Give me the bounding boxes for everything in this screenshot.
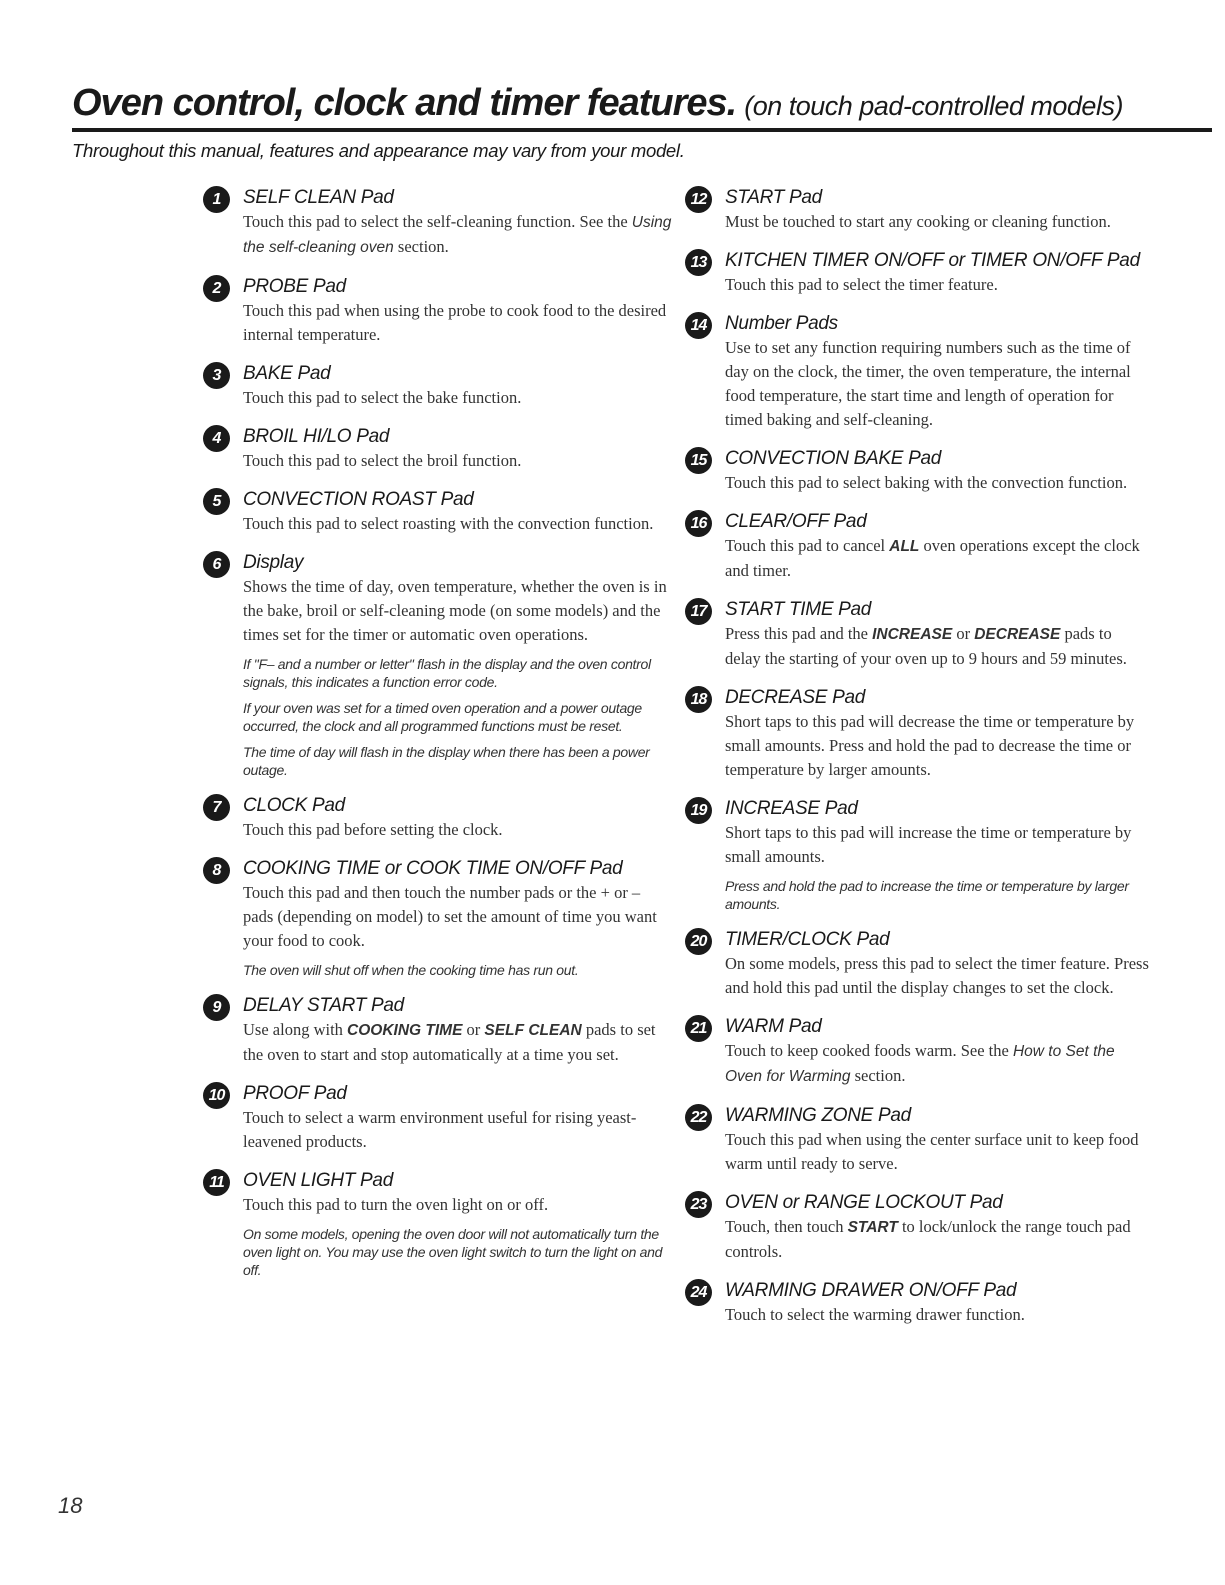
feature-description: Touch, then touch START to lock/unlock the range touch pad controls. [725,1217,1131,1261]
feature-title: BAKE Pad [243,363,331,384]
feature-note: Press and hold the pad to increase the time or temperature by larger amounts. [725,878,1129,912]
feature-item-12 [685,186,1150,234]
feature-description: Touch this pad to cancel ALL oven operations except the clock and timer. [725,536,1140,580]
feature-item-17 [685,598,1150,671]
feature-title: PROOF Pad [243,1083,347,1104]
feature-item-11 [203,1169,673,1279]
number-badge: 1 [203,186,230,213]
number-badge: 5 [203,488,230,515]
right-column [685,186,1150,1342]
number-badge: 11 [203,1169,230,1196]
feature-description: Touch this pad to select baking with the convection function. [725,473,1128,492]
feature-description: Press this pad and the INCREASE or DECREASE pads to delay the starting of your oven up to 9 hours and 59 minutes. [725,624,1127,668]
title-sub: (on touch pad-controlled models) [744,91,1123,121]
feature-description: Must be touched to start any cooking or cleaning function. [725,212,1111,231]
number-badge: 22 [685,1104,712,1131]
feature-title: COOKING TIME or COOK TIME ON/OFF Pad [243,858,623,879]
number-badge: 15 [685,447,712,474]
number-badge: 3 [203,362,230,389]
feature-item-20 [685,928,1150,1000]
number-badge: 4 [203,425,230,452]
feature-item-21 [685,1015,1150,1089]
feature-description: Touch to select the warming drawer function. [725,1305,1025,1324]
feature-item-13 [685,249,1150,297]
feature-item-19 [685,797,1150,913]
number-badge: 24 [685,1279,712,1306]
feature-item-4 [203,425,673,473]
feature-item-14 [685,312,1150,432]
number-badge: 12 [685,186,712,213]
feature-description: Short taps to this pad will decrease the time or temperature by small amounts. Press and hold the pad to decrease the time or temperature by larger amounts. [725,712,1135,779]
number-badge: 21 [685,1015,712,1042]
feature-title: WARM Pad [725,1016,822,1037]
number-badge: 16 [685,510,712,537]
feature-description: On some models, press this pad to select the timer feature. Press and hold this pad until the display changes to set the clock. [725,954,1149,997]
feature-item-10 [203,1082,673,1154]
feature-description: Touch this pad when using the center surface unit to keep food warm until ready to serve. [725,1130,1139,1173]
feature-note: On some models, opening the oven door will not automatically turn the oven light on. You may use the oven light switch to turn the light on and off. [243,1226,663,1278]
number-badge: 23 [685,1191,712,1218]
feature-title: WARMING ZONE Pad [725,1105,911,1126]
feature-item-7 [203,794,673,842]
feature-note: If "F– and a number or letter" flash in the display and the oven control signals, this indicates a function error code. [243,656,651,690]
feature-title: SELF CLEAN Pad [243,187,394,208]
feature-item-6 [203,551,673,779]
number-badge: 7 [203,794,230,821]
feature-title: INCREASE Pad [725,798,858,819]
feature-title: PROBE Pad [243,276,346,297]
page-subtitle: Throughout this manual, features and appearance may vary from your model. [72,140,685,161]
feature-note: The oven will shut off when the cooking time has run out. [243,962,579,978]
number-badge: 8 [203,857,230,884]
number-badge: 6 [203,551,230,578]
feature-description: Use to set any function requiring numbers such as the time of day on the clock, the timer, the oven temperature, the internal food temperature, the start time and length of operation for timed baking and self-cleaning. [725,338,1131,429]
number-badge: 9 [203,994,230,1021]
feature-title: Number Pads [725,313,838,334]
feature-item-8 [203,857,673,979]
feature-title: START Pad [725,187,822,208]
feature-description: Touch this pad to select the broil function. [243,451,522,470]
feature-note: If your oven was set for a timed oven operation and a power outage occurred, the clock and all programmed functions must be reset. [243,700,642,734]
feature-title: CONVECTION ROAST Pad [243,489,474,510]
feature-title: DECREASE Pad [725,687,866,708]
number-badge: 10 [203,1082,230,1109]
feature-title: CLOCK Pad [243,795,345,816]
page-title [72,82,1123,125]
feature-description: Touch this pad to select the timer feature. [725,275,998,294]
feature-title: TIMER/CLOCK Pad [725,929,890,950]
feature-item-9 [203,994,673,1067]
feature-item-2 [203,275,673,347]
feature-item-15 [685,447,1150,495]
feature-item-3 [203,362,673,410]
feature-description: Touch to keep cooked foods warm. See the How to Set the Oven for Warming section. [725,1041,1115,1085]
feature-description: Use along with COOKING TIME or SELF CLEAN pads to set the oven to start and stop automatically at a time you set. [243,1020,656,1064]
number-badge: 2 [203,275,230,302]
feature-description: Touch this pad before setting the clock. [243,820,503,839]
feature-description: Touch this pad when using the probe to cook food to the desired internal temperature. [243,301,667,344]
feature-item-5 [203,488,673,536]
feature-description: Touch this pad to select roasting with the convection function. [243,514,654,533]
feature-title: OVEN LIGHT Pad [243,1170,393,1191]
feature-title: CONVECTION BAKE Pad [725,448,942,469]
number-badge: 18 [685,686,712,713]
feature-description: Touch this pad to select the self-cleaning function. See the Using the self-cleaning oven section. [243,212,672,256]
feature-title: WARMING DRAWER ON/OFF Pad [725,1280,1017,1301]
number-badge: 19 [685,797,712,824]
feature-item-24 [685,1279,1150,1327]
feature-item-22 [685,1104,1150,1176]
title-rule [72,128,1212,132]
feature-description: Touch this pad to select the bake function. [243,388,522,407]
feature-title: START TIME Pad [725,599,872,620]
feature-description: Touch this pad and then touch the number pads or the + or – pads (depending on model) to set the amount of time you want your food to cook. [243,883,657,950]
title-main: Oven control, clock and timer features. [72,82,737,124]
feature-title: Display [243,552,304,573]
number-badge: 17 [685,598,712,625]
feature-title: DELAY START Pad [243,995,404,1016]
feature-description: Touch this pad to turn the oven light on or off. [243,1195,549,1214]
feature-item-16 [685,510,1150,583]
feature-description: Shows the time of day, oven temperature, whether the oven is in the bake, broil or self-cleaning mode (on some models) and the times set for the timer or automatic oven operations. [243,577,667,644]
feature-title: BROIL HI/LO Pad [243,426,390,447]
feature-title: KITCHEN TIMER ON/OFF or TIMER ON/OFF Pad [725,250,1140,271]
feature-item-1 [203,186,673,260]
feature-item-18 [685,686,1150,782]
feature-title: CLEAR/OFF Pad [725,511,867,532]
feature-description: Touch to select a warm environment useful for rising yeast-leavened products. [243,1108,637,1151]
feature-item-23 [685,1191,1150,1264]
feature-note: The time of day will flash in the display when there has been a power outage. [243,744,650,778]
feature-title: OVEN or RANGE LOCKOUT Pad [725,1192,1003,1213]
page-number: 18 [58,1493,83,1518]
left-column [203,186,673,1294]
number-badge: 14 [685,312,712,339]
number-badge: 20 [685,928,712,955]
feature-description: Short taps to this pad will increase the time or temperature by small amounts. [725,823,1132,866]
number-badge: 13 [685,249,712,276]
